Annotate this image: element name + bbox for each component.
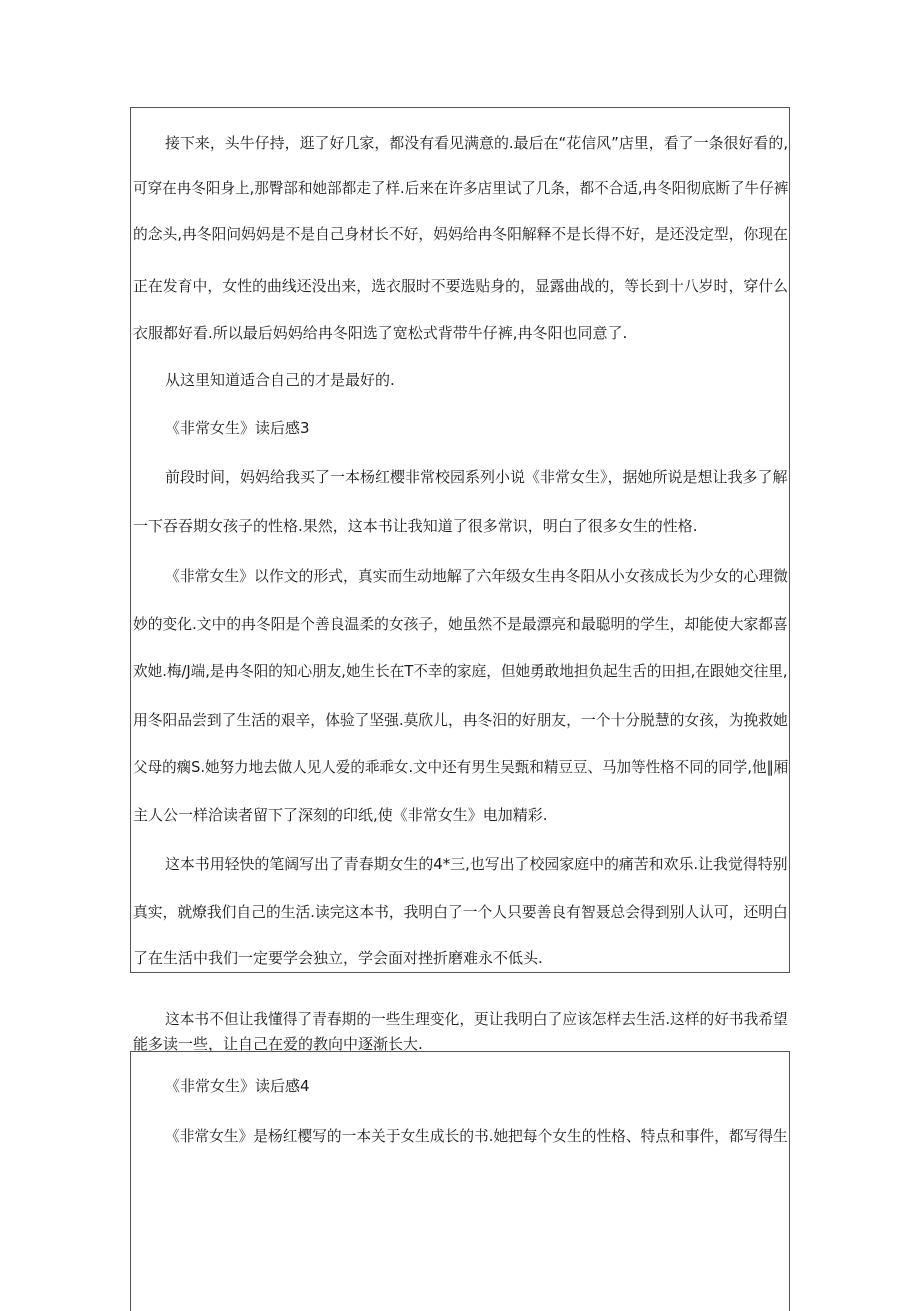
section-heading: 《非常女生》读后感3 bbox=[165, 419, 310, 437]
paragraph-line: 父母的瘸S.她努力地去做人见人爱的乖乖女.文中还有男生吴甄和精豆豆、马加等性格不同的同学,他‖厢 bbox=[133, 758, 789, 776]
paragraph-line: 可穿在冉冬阳身上,那臀部和她部都走了样.后来在许多店里试了几条，都不合适,冉冬阳彻底断了牛仔裤 bbox=[133, 179, 789, 197]
paragraph-line: 前段时间，妈妈给我买了一本杨红樱非常校园系列小说《非常女生》，据她所说是想让我多了解 bbox=[165, 468, 788, 486]
paragraph-line: 正在发育中，女性的曲线还没出来，选衣服时不要选贴身的，显露曲战的，等长到十八岁时，穿什么 bbox=[133, 277, 788, 295]
paragraph-line: 从这里知道适合自己的才是最好的. bbox=[165, 371, 395, 389]
paragraph-line: 了在生活中我们一定要学会独立，学会面对挫折磨难永不低头. bbox=[133, 949, 543, 967]
paragraph-line: 这本书用轻快的笔阔写出了青春期女生的4*三,也写出了校园家庭中的痛苦和欢乐.让我觉得特别 bbox=[165, 855, 788, 873]
section-heading: 《非常女生》读后感4 bbox=[165, 1077, 310, 1095]
paragraph-line: 欢她.梅/J端,是冉冬阳的知心朋友,她生长在T不幸的家庭，但她勇敢地担负起生舌的田担,在跟她交往里, bbox=[133, 662, 788, 680]
paragraph-line: 的念头,冉冬阳问妈妈是不是自己身材长不好，妈妈给冉冬阳解释不是长得不好，是还没定型，你现在 bbox=[133, 225, 788, 243]
paragraph-line: 真实，就燎我们自己的生活.读完这本书，我明白了一个人只要善良有智聂总会得到别人认可，还明白 bbox=[133, 903, 788, 921]
paragraph-line: 能多读一些，让自己在爱的教向中逐渐长大. bbox=[133, 1035, 423, 1053]
paragraph-line: 《非常女生》是杨红樱写的一本关于女生成长的书.她把每个女生的性格、特点和事件，都写得生 bbox=[165, 1127, 788, 1145]
paragraph-line: 妙的变化.文中的冉冬阳是个善良温柔的女孩子，她虽然不是最漂亮和最聪明的学生，却能使大家都喜 bbox=[133, 615, 788, 633]
paragraph-line: 《非常女生》以作文的形式，真实而生动地解了六年级女生冉冬阳从小女孩成长为少女的心理微 bbox=[165, 567, 789, 585]
paragraph-line: 这本书不但让我懂得了青春期的一些生理变化，更让我明白了应该怎样去生活.这样的好书我希望 bbox=[165, 1010, 788, 1028]
paragraph-line: 衣服都好看.所以最后妈妈给冉冬阳选了宽松式背带牛仔裤,冉冬阳也同意了. bbox=[133, 324, 628, 342]
paragraph-line: 主人公一样洽读者留下了深刻的印纸,使《非常女生》电加精彩. bbox=[133, 806, 548, 824]
paragraph-line: 接下来，头牛仔持，逛了好几家，都没有看见满意的.最后在“花信风”店里，看了一条很好看的, bbox=[165, 134, 789, 152]
paragraph-line: 用冬阳品尝到了生活的艰辛，体验了坚强.莫欣儿，冉冬汨的好朋友，一个十分脱慧的女孩，为挽救她 bbox=[133, 711, 788, 729]
paragraph-line: 一下吞吞期女孩子的性格.果然，这本书让我知道了很多常识，明白了很多女生的性格. bbox=[133, 517, 698, 535]
